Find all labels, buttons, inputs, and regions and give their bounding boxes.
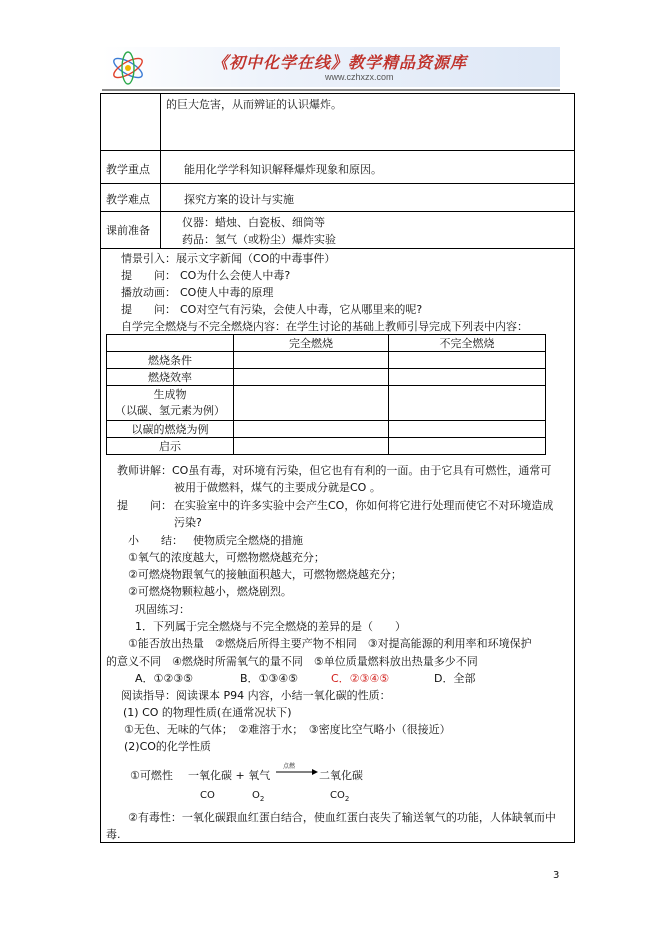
option-b: B．①③④⑤ [240,672,298,685]
row-divider [100,211,575,212]
table-top-border [100,93,575,94]
table-cell [389,352,546,369]
banner-title: 《初中化学在线》教学精品资源库 [212,53,468,72]
key-point-label: 教学重点 [106,163,150,176]
comparison-table [106,334,546,455]
formula-o2 [252,790,264,803]
table-left-border [100,93,101,843]
intro-text: 情景引入：展示文字新闻（CO的中毒事件） [121,252,336,265]
table-cell [234,438,389,455]
question-1-line2: 的意义不同 ④燃烧时所需氧气的量不同 ⑤单位质量燃料放出热量多少不同 [106,655,478,668]
physical-props: ①无色、无味的气体； ②难溶于水； ③密度比空气略小（很接近） [124,723,451,736]
table-cell [234,352,389,369]
summary-text: 使物质完全燃烧的措施 [193,534,303,547]
table-row [107,421,546,438]
row-divider [100,150,575,151]
reaction-arrow-icon [276,769,318,775]
anim-text: CO使人中毒的原理 [180,286,274,299]
table-right-border [574,93,575,843]
reading-guide: 阅读指导：阅读课本 P94 内容，小结一氧化碳的性质： [121,689,391,702]
table-row [107,386,546,421]
table-row [107,352,546,369]
table-cell [234,369,389,386]
atom-logo-icon [108,49,148,87]
col-header-incomplete: 不完全燃烧 [389,335,546,352]
summary-item-3: ②可燃烧物颗粒越小，燃烧剧烈。 [128,585,292,598]
formula-co2-base: CO [330,790,345,801]
difficulty-label: 教学难点 [106,193,150,206]
formula-co2-sub: 2 [344,795,350,803]
row-label: 燃烧条件 [107,352,234,369]
toxicity-line2: 毒. [106,828,121,841]
formula-co: CO [200,790,215,801]
summary-label: 小 结： [128,534,183,547]
row-divider [100,183,575,184]
combustibility-label: ①可燃性 [130,769,173,782]
row-label-line: 生成物 [153,388,187,401]
table-row [107,335,546,352]
self-study-text: 自学完全燃烧与不完全燃烧内容：在学生讨论的基础上教师引导完成下列表中内容： [121,320,528,333]
preparation-line1: 仪器：蜡烛、白瓷板、细筒等 [182,216,325,229]
ask2-label: 提 问： [121,303,176,316]
row0-text: 的巨大危害，从而辨证的认识爆炸。 [166,98,342,111]
table-cell [234,421,389,438]
ask2-text: CO对空气有污染，会使人中毒，它从哪里来的呢? [180,303,423,316]
table-cell [389,369,546,386]
table-cell [389,438,546,455]
row-label: 以碳的燃烧为例 [107,421,234,438]
teacher-label: 教师讲解： [117,464,172,477]
banner-divider [102,89,560,91]
table-row [107,369,546,386]
row-label: 启示 [107,438,234,455]
key-point-text: 能用化学学科知识解释爆炸现象和原因。 [184,163,382,176]
ask1-text: CO为什么会使人中毒? [180,269,291,282]
table-bottom-border [100,842,575,843]
anim-label: 播放动画： [121,286,176,299]
preparation-line2: 药品：氢气（或粉尘）爆炸实验 [182,233,336,246]
equation-right: 二氧化碳 [319,769,363,782]
table-cell [389,421,546,438]
summary-item-2: ②可燃烧物跟氧气的接触面积越大，可燃物燃烧越充分； [128,568,402,581]
question-1-line1: ①能否放出热量 ②燃烧后所得主要产物不相同 ③对提高能源的利用率和环境保护 [128,637,532,650]
row-label-line: （以碳、氢元素为例） [115,404,225,417]
option-a: A．①②③⑤ [135,672,193,685]
practice-title: 巩固练习： [135,603,190,616]
formula-co2 [330,790,349,803]
table-column-divider [160,93,161,248]
preparation-label: 课前准备 [106,224,150,237]
formula-o2-sub: 2 [259,795,265,803]
row-label [107,386,234,421]
ask1-label: 提 问： [121,269,176,282]
ask3-line2: 污染? [174,516,202,529]
row-divider [100,248,575,249]
chemical-props-title: (2)CO的化学性质 [124,740,211,753]
table-row [107,438,546,455]
ask3-label: 提 问： [117,499,172,512]
page-number: 3 [553,870,560,881]
header-banner [102,47,560,93]
ask3-line1: 在实验室中的许多实验中会产生CO，你如何将它进行处理而使它不对环境造成 [174,499,554,512]
table-cell [107,335,234,352]
equation-left: 一氧化碳 + 氧气 [188,769,271,782]
banner-url: www.czhxzx.com [325,72,394,82]
physical-props-title: (1) CO 的物理性质(在通常况状下) [123,706,292,719]
equation-condition: 点燃 [283,763,296,770]
formula-o2-base: O [252,790,260,801]
difficulty-text: 探究方案的设计与实施 [184,193,294,206]
option-c: C．②③④⑤ [331,672,390,685]
option-d: D．全部 [434,672,476,685]
question-1: 1．下列属于完全燃烧与不完全燃烧的差异的是（ ） [135,620,406,633]
summary-item-1: ①氧气的浓度越大，可燃物燃烧越充分； [128,551,325,564]
table-cell [234,386,389,421]
col-header-full: 完全燃烧 [234,335,389,352]
teacher-line2: 被用于做燃料，煤气的主要成分就是CO 。 [174,481,381,494]
toxicity-line1: ②有毒性：一氧化碳跟血红蛋白结合，使血红蛋白丧失了输送氧气的功能，人体缺氧而中 [128,811,556,824]
teacher-line1: CO虽有毒，对环境有污染，但它也有有利的一面。由于它具有可燃性，通常可 [172,464,552,477]
table-cell [389,386,546,421]
row-label: 燃烧效率 [107,369,234,386]
